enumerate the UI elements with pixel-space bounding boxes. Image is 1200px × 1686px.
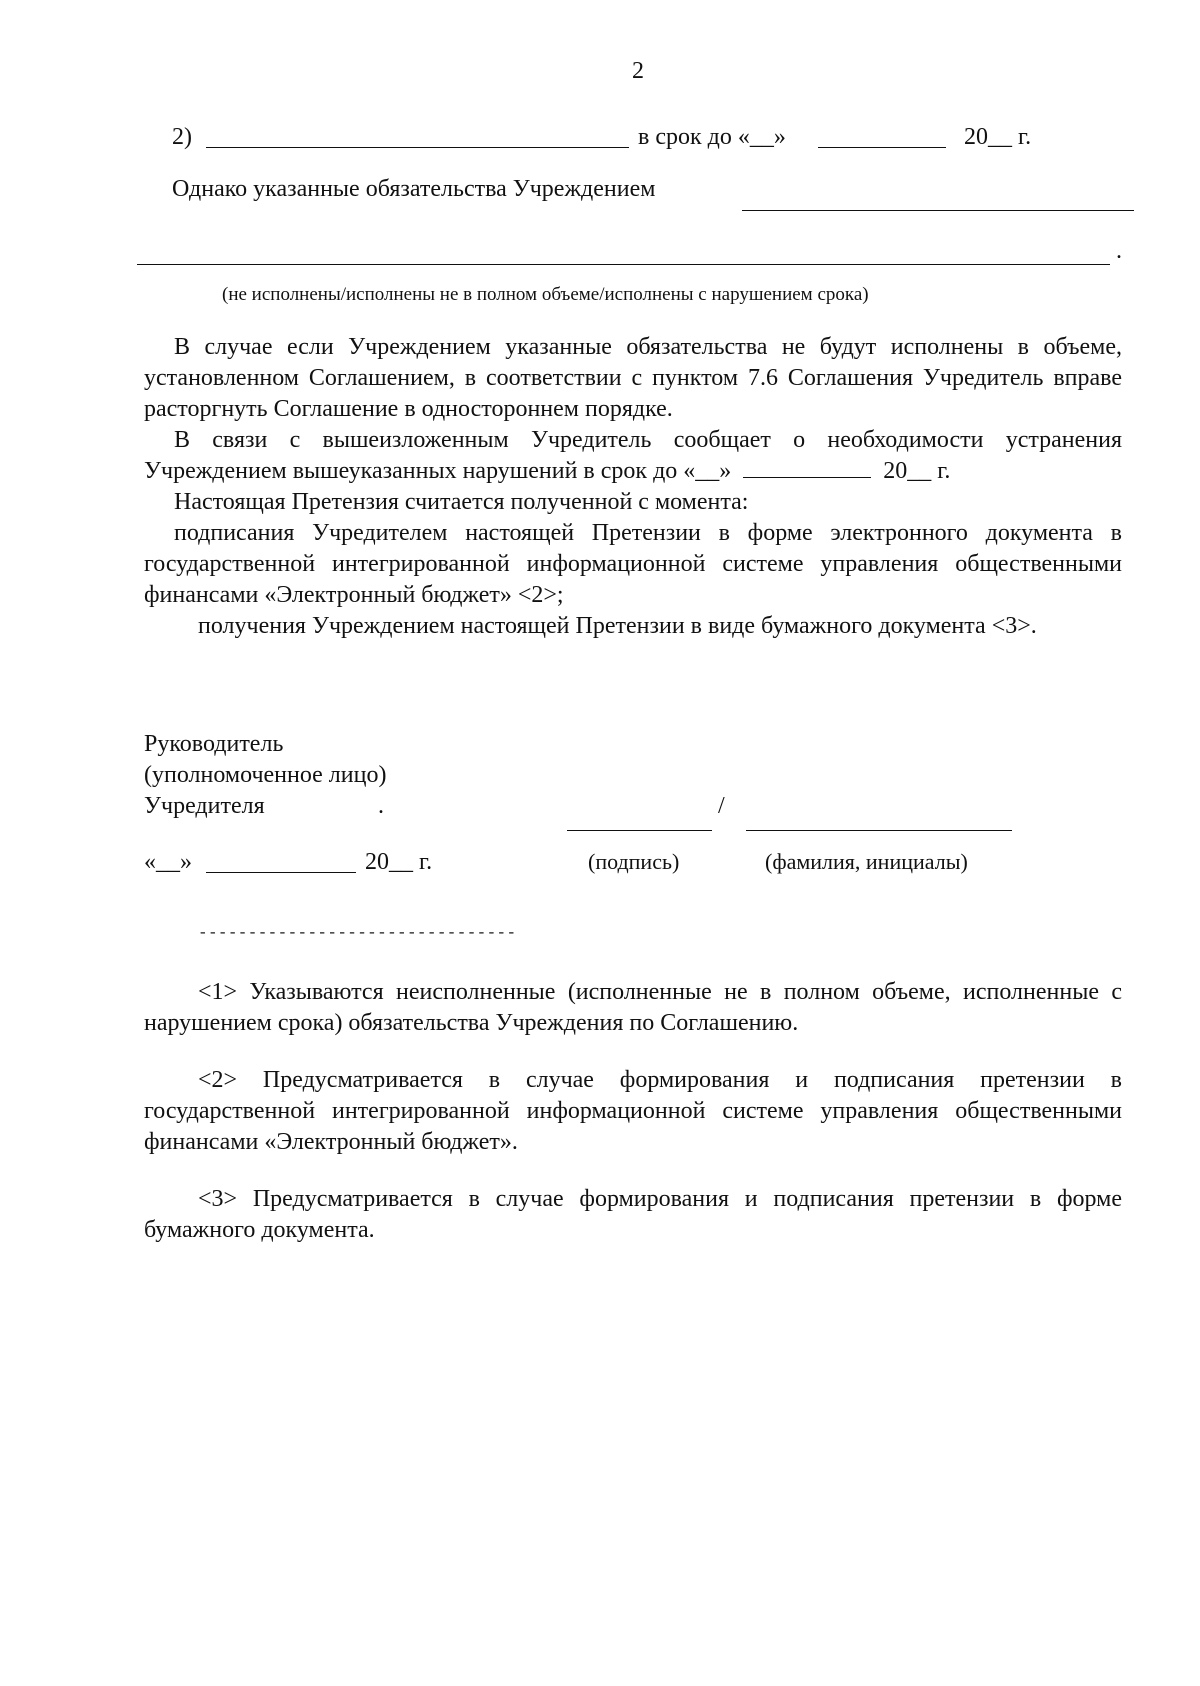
item-2-blank-line: [206, 147, 629, 148]
page-number: 2: [632, 58, 644, 84]
period-mark: .: [1116, 238, 1122, 264]
however-text: Однако указанные обязательства Учреждением: [172, 176, 656, 202]
signature-line: [567, 830, 712, 831]
name-line: [746, 830, 1012, 831]
main-body: [144, 332, 1122, 642]
paragraph-remedy: [144, 425, 1122, 487]
footnote-1-text: <1> Указываются неисполненные (исполненные не в полном объеме, исполненные с нарушением срока) обязательства Учреждения по Соглашению.: [144, 979, 1122, 1036]
signature-date-open: «__»: [144, 849, 192, 875]
footnote-separator: --------------------------------: [198, 924, 517, 942]
signature-line-3: Учредителя: [144, 793, 265, 819]
however-blank-line: [742, 210, 1134, 211]
paragraph-received: Настоящая Претензия считается полученной с момента:: [174, 489, 749, 515]
paragraph-remedy-text: В связи с вышеизложенным Учредитель сообщает о необходимости устранения Учреждением вышеуказанных нарушений в срок до «__»: [144, 427, 1122, 484]
signature-dot: .: [378, 793, 384, 819]
signature-date-year: 20__ г.: [365, 849, 433, 875]
item-2-deadline: в срок до «__»: [638, 124, 786, 150]
remedy-month-line: [743, 457, 871, 478]
signature-slash: /: [718, 793, 725, 819]
however-blank-line-2: [137, 264, 1110, 265]
footnote-3-text: <3> Предусматривается в случае формирования и подписания претензии в форме бумажного документа.: [144, 1186, 1122, 1243]
caption-name: (фамилия, инициалы): [765, 849, 968, 874]
footnote-3: [144, 1184, 1122, 1246]
item-2-month-line: [818, 147, 946, 148]
footnote-2-text: <2> Предусматривается в случае формирования и подписания претензии в государственной интегрированной информационной системе управления общественными финансами «Электронный бюджет».: [144, 1067, 1122, 1155]
footnote-1: [144, 977, 1122, 1039]
item-2-prefix: 2): [172, 124, 192, 150]
paragraph-paper: получения Учреждением настоящей Претензии в виде бумажного документа <3>.: [198, 613, 1037, 639]
footnote-2: [144, 1065, 1122, 1158]
item-2-year: 20__ г.: [964, 124, 1032, 150]
paragraph-remedy-year: 20__ г.: [883, 458, 951, 484]
signature-title-block: [144, 729, 386, 822]
status-note: (не исполнены/исполнены не в полном объеме/исполнены с нарушением срока): [222, 284, 869, 305]
signature-line-2: (уполномоченное лицо): [144, 762, 387, 788]
paragraph-electronic: подписания Учредителем настоящей Претензии в форме электронного документа в государственной интегрированной информационной системе управления общественными финансами «Электронный бюджет» <2>;: [144, 520, 1122, 608]
paragraph-termination: В случае если Учреждением указанные обязательства не будут исполнены в объеме, установленном Соглашением, в соответствии с пунктом 7.6 Соглашения Учредитель вправе расторгнуть Соглашение в одностороннем порядке.: [144, 334, 1122, 422]
signature-date-month-line: [206, 872, 356, 873]
signature-line-1: Руководитель: [144, 731, 284, 757]
caption-signature: (подпись): [588, 849, 680, 874]
